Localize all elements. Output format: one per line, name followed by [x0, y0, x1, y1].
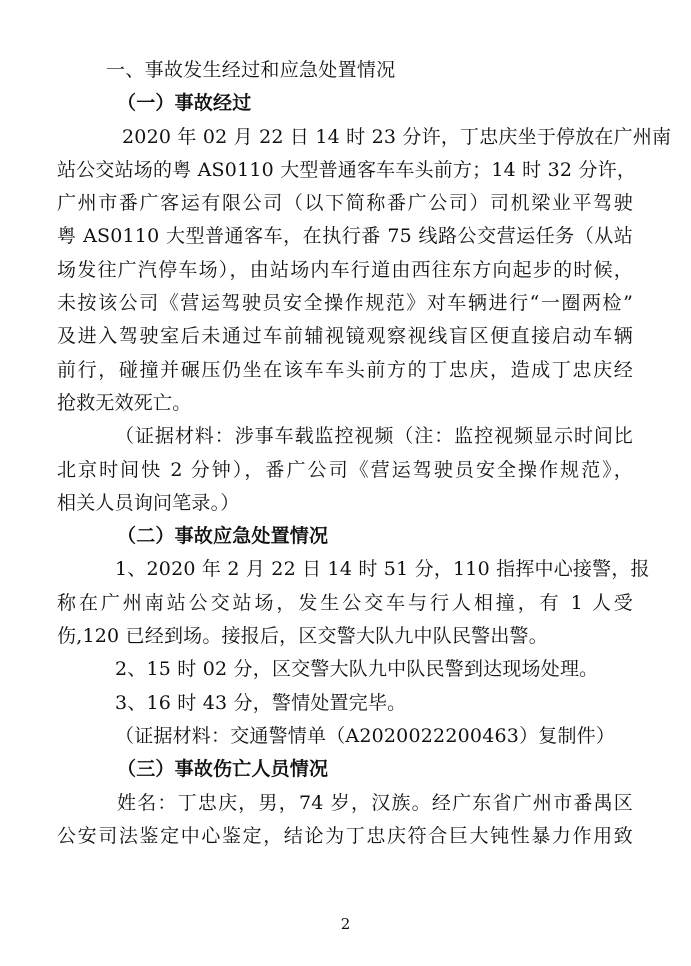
paragraph-line: 广州市番广客运有限公司（以下简称番广公司）司机梁业平驾驶 — [57, 192, 633, 215]
paragraph-line: 2020 年 02 月 22 日 14 时 23 分许，丁忠庆坐于停放在广州南 — [122, 125, 672, 148]
paragraph-line: 站公交站场的粤 AS0110 大型普通客车车头前方；14 时 32 分许， — [57, 158, 637, 181]
paragraph-line: 伤,120 已经到场。接报后，区交警大队九中队民警出警。 — [57, 625, 548, 648]
paragraph-line: 粤 AS0110 大型普通客车，在执行番 75 线路公交营运任务（从站 — [57, 225, 633, 248]
paragraph-line: 1、2020 年 2 月 22 日 14 时 51 分，110 指挥中心接警，报 — [115, 558, 650, 581]
evidence-line: 北京时间快 2 分钟），番广公司《营运驾驶员安全操作规范》， — [57, 458, 633, 481]
paragraph-line: 未按该公司《营运驾驶员安全操作规范》对车辆进行“一圈两检” — [57, 292, 633, 315]
subsection-heading-casualties: （三）事故伤亡人员情况 — [117, 758, 329, 781]
paragraph-line: 前行，碰撞并碾压仍坐在该车车头前方的丁忠庆，造成丁忠庆经 — [57, 358, 633, 381]
paragraph-line: 及进入驾驶室后未通过车前辅视镜观察视线盲区便直接启动车辆 — [57, 325, 633, 348]
evidence-line: （证据材料：涉事车载监控视频（注：监控视频显示时间比 — [115, 425, 633, 448]
paragraph-line: 场发往广汽停车场），由站场内车行道由西往东方向起步的时候， — [57, 258, 633, 281]
document-body — [57, 54, 672, 853]
paragraph-line: 2、15 时 02 分，区交警大队九中队民警到达现场处理。 — [115, 658, 599, 681]
paragraph-line: 公安司法鉴定中心鉴定，结论为丁忠庆符合巨大钝性暴力作用致 — [57, 824, 633, 847]
evidence-line: （证据材料：交通警情单（A2020022200463）复制件） — [115, 724, 616, 747]
subsection-heading-emergency-response: （二）事故应急处置情况 — [117, 525, 329, 548]
paragraph-line: 称在广州南站公交站场，发生公交车与行人相撞，有 1 人受 — [57, 591, 633, 614]
paragraph-line: 抢救无效死亡。 — [57, 391, 192, 414]
paragraph-line: 姓名：丁忠庆，男，74 岁，汉族。经广东省广州市番禺区 — [117, 791, 633, 814]
paragraph-line: 3、16 时 43 分，警情处置完毕。 — [115, 691, 407, 714]
subsection-heading-accident-process: （一）事故经过 — [117, 92, 252, 115]
page-number: 2 — [340, 915, 351, 933]
section-heading: 一、事故发生经过和应急处置情况 — [106, 59, 396, 81]
evidence-line: 相关人员询问笔录。） — [57, 491, 240, 514]
